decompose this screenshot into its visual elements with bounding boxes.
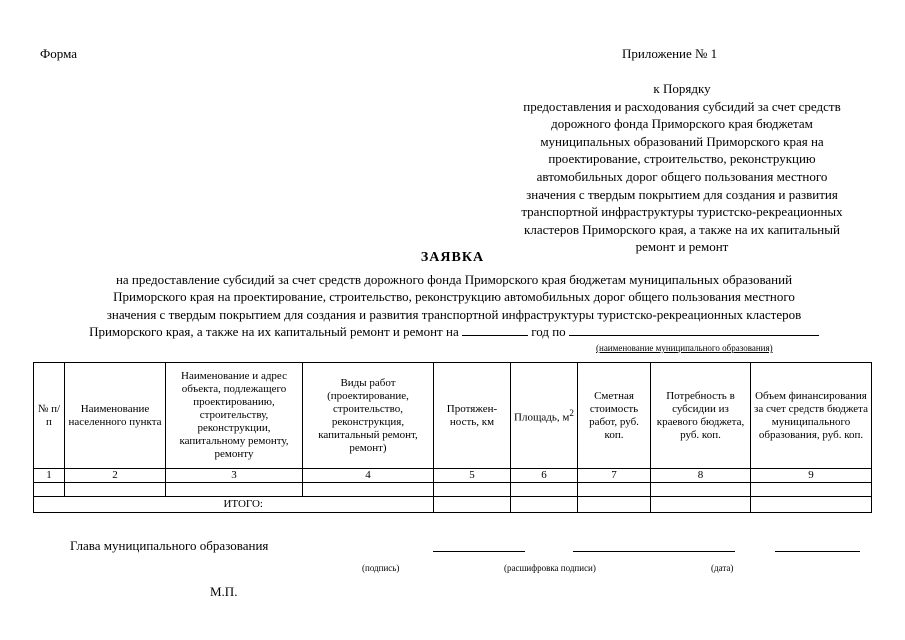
date-line[interactable]	[775, 551, 860, 552]
municipality-caption: (наименование муниципального образования)	[596, 343, 773, 353]
table-cell[interactable]	[166, 483, 303, 497]
total-row	[34, 497, 872, 513]
request-table	[33, 362, 872, 513]
total-label: ИТОГО:	[34, 497, 434, 513]
table-cell[interactable]	[34, 483, 65, 497]
column-header: Наименование и адрес объекта, подлежащего проектированию, строительству, реконструкции, капитальному ремонту, ремонту	[166, 363, 303, 469]
table-cell[interactable]	[65, 483, 166, 497]
order-line: транспортной инфраструктуры туристско-рекреационных	[521, 204, 843, 220]
column-number: 5	[434, 469, 511, 483]
area-superscript: 2	[569, 407, 574, 418]
intro-last-line	[24, 323, 884, 340]
appendix-number: Приложение № 1	[622, 46, 718, 61]
column-header: Виды работ (проектирование, строительство, реконструкция, капитальный ремонт, ремонт)	[303, 363, 434, 469]
form-label: Форма	[40, 46, 77, 61]
column-number: 3	[166, 469, 303, 483]
date-caption: (дата)	[711, 563, 734, 573]
stamp-place-label: М.П.	[210, 584, 238, 599]
column-number-row	[34, 469, 872, 483]
column-number: 8	[651, 469, 751, 483]
order-line: кластеров Приморского края, а также на их капитальный	[524, 221, 840, 237]
total-cell[interactable]	[651, 497, 751, 513]
total-cell[interactable]	[511, 497, 578, 513]
area-header-text: Площадь, м	[514, 411, 570, 424]
order-line: предоставления и расходования субсидий за счет средств	[523, 98, 841, 114]
order-line: значения с твердым покрытием для создания и развития	[526, 186, 838, 202]
order-line: к Порядку	[653, 81, 711, 96]
document-title: ЗАЯВКА	[420, 250, 485, 265]
column-header-area	[511, 363, 578, 469]
signature-decode-caption: (расшифровка подписи)	[504, 563, 596, 573]
order-line: муниципальных образований Приморского края на	[540, 133, 824, 149]
table-cell[interactable]	[511, 483, 578, 497]
table-cell[interactable]	[751, 483, 872, 497]
intro-line: значения с твердым покрытием для создания и развития транспортной инфраструктуры туристско-рекреационных кластеров	[106, 306, 802, 322]
column-number: 2	[65, 469, 166, 483]
signature-caption: (подпись)	[362, 563, 400, 573]
table-cell[interactable]	[651, 483, 751, 497]
table-cell[interactable]	[303, 483, 434, 497]
total-cell[interactable]	[578, 497, 651, 513]
table-row	[34, 483, 872, 497]
column-header: Наименование населенного пункта	[65, 363, 166, 469]
intro-line-text: Приморского края, а также на их капитальный ремонт и ремонт на	[89, 323, 459, 339]
intro-line: на предоставление субсидий за счет средств дорожного фонда Приморского края бюджетам муниципальных образований	[115, 272, 793, 287]
order-reference	[480, 80, 884, 256]
intro-line: Приморского края на проектирование, строительство, реконструкцию автомобильных дорог общего пользования местного	[113, 289, 795, 305]
column-header: № п/п	[34, 363, 65, 469]
total-cell[interactable]	[434, 497, 511, 513]
column-number: 9	[751, 469, 872, 483]
order-line: проектирование, строительство, реконструкцию	[548, 151, 816, 167]
column-header: Потребность в субсидии из краевого бюджета, руб. коп.	[651, 363, 751, 469]
table-cell[interactable]	[578, 483, 651, 497]
year-blank-field[interactable]	[462, 323, 528, 336]
column-number: 1	[34, 469, 65, 483]
column-number: 7	[578, 469, 651, 483]
signature-line[interactable]	[433, 551, 525, 552]
order-line: дорожного фонда Приморского края бюджетам	[551, 116, 813, 132]
order-line: автомобильных дорог общего пользования местного	[536, 168, 828, 184]
column-number: 4	[303, 469, 434, 483]
signature-decode-line[interactable]	[573, 551, 735, 552]
column-number: 6	[511, 469, 578, 483]
column-header: Сметная стоимость работ, руб. коп.	[578, 363, 651, 469]
total-cell[interactable]	[751, 497, 872, 513]
order-line: ремонт и ремонт	[635, 239, 729, 255]
municipality-blank-field[interactable]	[569, 323, 819, 336]
by-word: по	[552, 323, 566, 339]
request-intro	[24, 271, 884, 340]
table-cell[interactable]	[434, 483, 511, 497]
table-header-row	[34, 363, 872, 469]
column-header: Протяжен-ность, км	[434, 363, 511, 469]
column-header: Объем финансирования за счет средств бюджета муниципального образования, руб. коп.	[751, 363, 872, 469]
year-word: год	[531, 323, 549, 339]
head-of-municipality-label: Глава муниципального образования	[70, 538, 269, 553]
